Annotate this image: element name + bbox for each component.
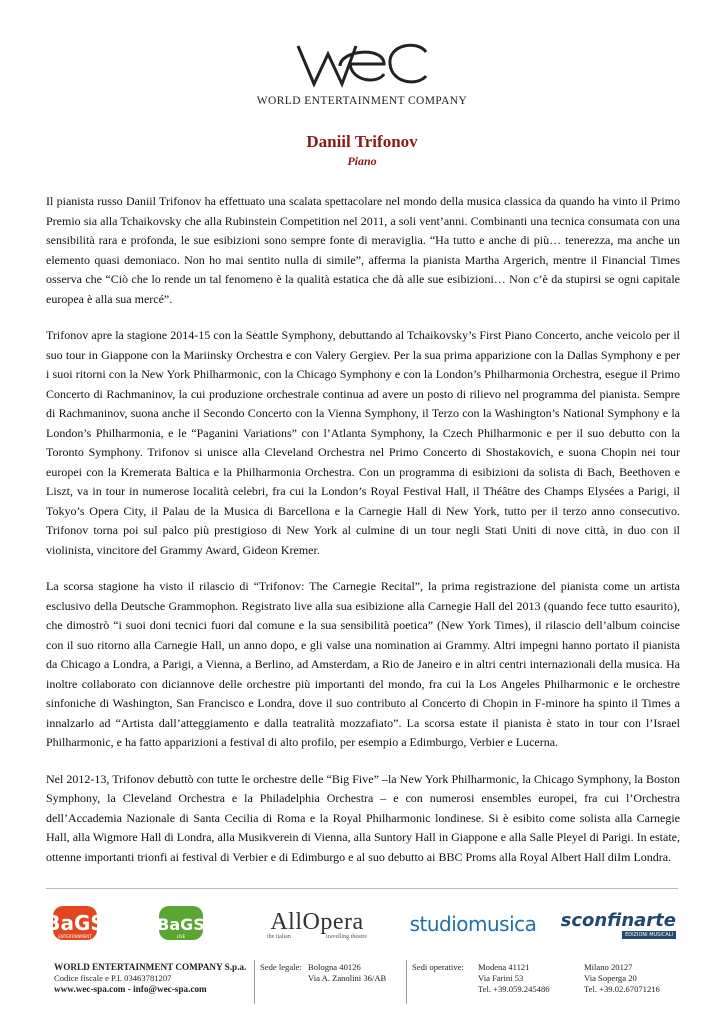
paragraph: Trifonov apre la stagione 2014-15 con la Seattle Symphony, debuttando al Tchaikovsky’s First Piano Concerto, anche veicolo per il suo tour in Giappone con la Mariinsky Orchestra e con Valery Gergiev. Per la sua prima apparizione con la Dallas Symphony e per i suoi ritorni con la New York Philharmonic, con la Chicago Symphony e con la London’s Philharmonia Orchestra, esegue il Primo Concerto di Rachmaninov, la cui produzione orchestrale continua ad avere un posto di rilievo nel programma del pianista. Sempre di Rachmaninov, suona anche il Secondo Concerto con la Vienna Symphony, il Terzo con la Washington’s National Symphony e la London’s Philharmonia, e le “Paganini Variations” con l’Atlanta Symphony, la Czech Philharmonic e per il suo debutto con la Toronto Symphony. Trifonov si unisce alla Cleveland Orchestra nel Primo Concerto di Shostakovich, e suona Chopin nei tour europei con la Kremerata Baltica e la Philharmonia Orchestra. Con un programma di esibizioni da solista di Bach, Beethoven e Liszt, va in tour in numerose località celebri, fra cui la London’s Royal Festival Hall, il Théâtre des Champs Elysées a Parigi, il Tokyo’s Opera City, il Palau de la Musica di Barcellona e la Carnegie Hall di New York, tutto per il terzo anno consecutivo. Trifonov torna poi sul palco più prestigioso di New York al culmine di un tour negli Stati Uniti di nove città, in duo con il violinista, vincitore del Grammy Award, Gideon Kremer.: [46, 328, 680, 557]
legal-label: Sede legale:: [260, 962, 302, 972]
svg-text:ENTERTAINMENT: ENTERTAINMENT: [58, 934, 92, 939]
svg-text:BaGS: BaGS: [157, 915, 205, 934]
footer-company: WORLD ENTERTAINMENT COMPANY S.p.a. Codice fiscale e P.I. 03463781207 www.wec-spa.com - info@wec-spa.com: [54, 962, 247, 994]
modena-address: Modena 41121 Via Farini 53 Tel. +39.059.245486: [478, 962, 550, 994]
allopera-logo: AllOpera the italian travelling theatre: [267, 908, 367, 940]
biography: [46, 192, 680, 884]
footer-separator: [254, 960, 255, 1004]
paragraph: Il pianista russo Daniil Trifonov ha effettuato una scalata spettacolare nel mondo della musica classica da quando ha vinto il Primo Premio sia alla Tchaikovsky che alla Rubinstein Competition nel 2011, a soli vent’anni. Combinanti una tecnica consumata con una sensibilità rara e profonda, le sue esibizioni sono sempre fonte di meraviglia. “Ha tutto e anche di più… tenerezza, ma anche un elemento quasi demoniaco. Non ho mai sentito nulla di simile”, afferma la pianista Martha Argerich, mentre il Financial Times osserva che “Ciò che lo rende un tal fenomeno è la qualità estatica che dà alle sue esibizioni… Non c’è da stupirsi se ogni capitale europea è alla sua mercé”.: [46, 194, 680, 306]
milano-address: Milano 20127 Via Soperga 20 Tel. +39.02.67071216: [584, 962, 660, 994]
bags-entertainment-logo: [45, 900, 105, 948]
footer-separator: [406, 960, 407, 1004]
legal-address: Bologna 40126 Via A. Zanolini 36/AB: [308, 962, 387, 983]
artist-role: Piano: [347, 154, 377, 168]
artist-name: Daniil Trifonov: [306, 132, 418, 151]
bags-live-logo: [156, 900, 206, 948]
wec-logo: [0, 36, 724, 92]
footer-divider: [46, 888, 678, 889]
svg-text:BaGS: BaGS: [45, 911, 105, 935]
partner-logos: [46, 900, 678, 950]
wec-logo-mark: [292, 36, 432, 92]
svg-text:LIVE: LIVE: [176, 934, 186, 939]
studiomusica-logo: studiomusica: [409, 912, 537, 936]
footer-contact: www.wec-spa.com - info@wec-spa.com: [54, 984, 207, 994]
sconfinarte-logo: sconfinarte EDIZIONI MUSICALI: [560, 909, 676, 938]
paragraph: La scorsa stagione ha visto il rilascio di “Trifonov: The Carnegie Recital”, la prima registrazione del pianista come un artista esclusivo della Deutsche Grammophon. Registrato live alla sua esibizione alla Carnegie Hall del 2013 (quando fece tutto esaurito), che dimostrò “i suoi doni tecnici fuori dal comune e la sua sensibilità poetica” (New York Times), il rilascio dell’album coincise con il suo ritorno alla Carnegie Hall, un anno dopo, e gli valse una nomination ai Grammy. Altri impegni hanno portato il pianista da Chicago a Londra, a Parigi, a Vienna, a Berlino, ad Amsterdam, a Rio de Janeiro e in altri centri internazionali della musica. Ha inoltre collaborato con diciannove delle orchestre più importanti del mondo, fra cui la Los Angeles Philharmonic e le orchestre sinfoniche di Washington, San Francisco e Londra, dove il suo contributo al Concerto di Chopin in F-minore ha spinto il Times a innalzarlo ad “Artista dall’atteggiamento e dalla teatralità mozzafiato”. La scorsa estate il pianista è stato in tour con l’Israel Philharmonic, e ha fatto apparizioni a festival di alto profilo, per esempio a Edimburgo, Verbier e Lucerna.: [46, 579, 680, 749]
company-name: WORLD ENTERTAINMENT COMPANY: [256, 95, 468, 107]
ops-label: Sedi operative:: [412, 962, 464, 972]
paragraph: Nel 2012-13, Trifonov debuttò con tutte le orchestre delle “Big Five” –la New York Philharmonic, la Chicago Symphony, la Boston Symphony, la Cleveland Orchestra e la Philadelphia Orchestra – e con numerosi ensembles europei, fra cui l’Orchestra dell’Accademia Nazionale di Santa Cecilia di Roma e la Royal Philharmonic londinese. Si è esibito come solista alla Carnegie Hall, alla Wigmore Hall di Londra, alla Musikverein di Vienna, alla Suntory Hall in Giappone e alla Salle Pleyel di Parigi. In estate, ottenne importanti trionfi ai festival di Verbier e di Edimburgo e al suo debutto ai BBC Proms alla Royal Albert Hall diIm Londra.: [46, 771, 680, 864]
